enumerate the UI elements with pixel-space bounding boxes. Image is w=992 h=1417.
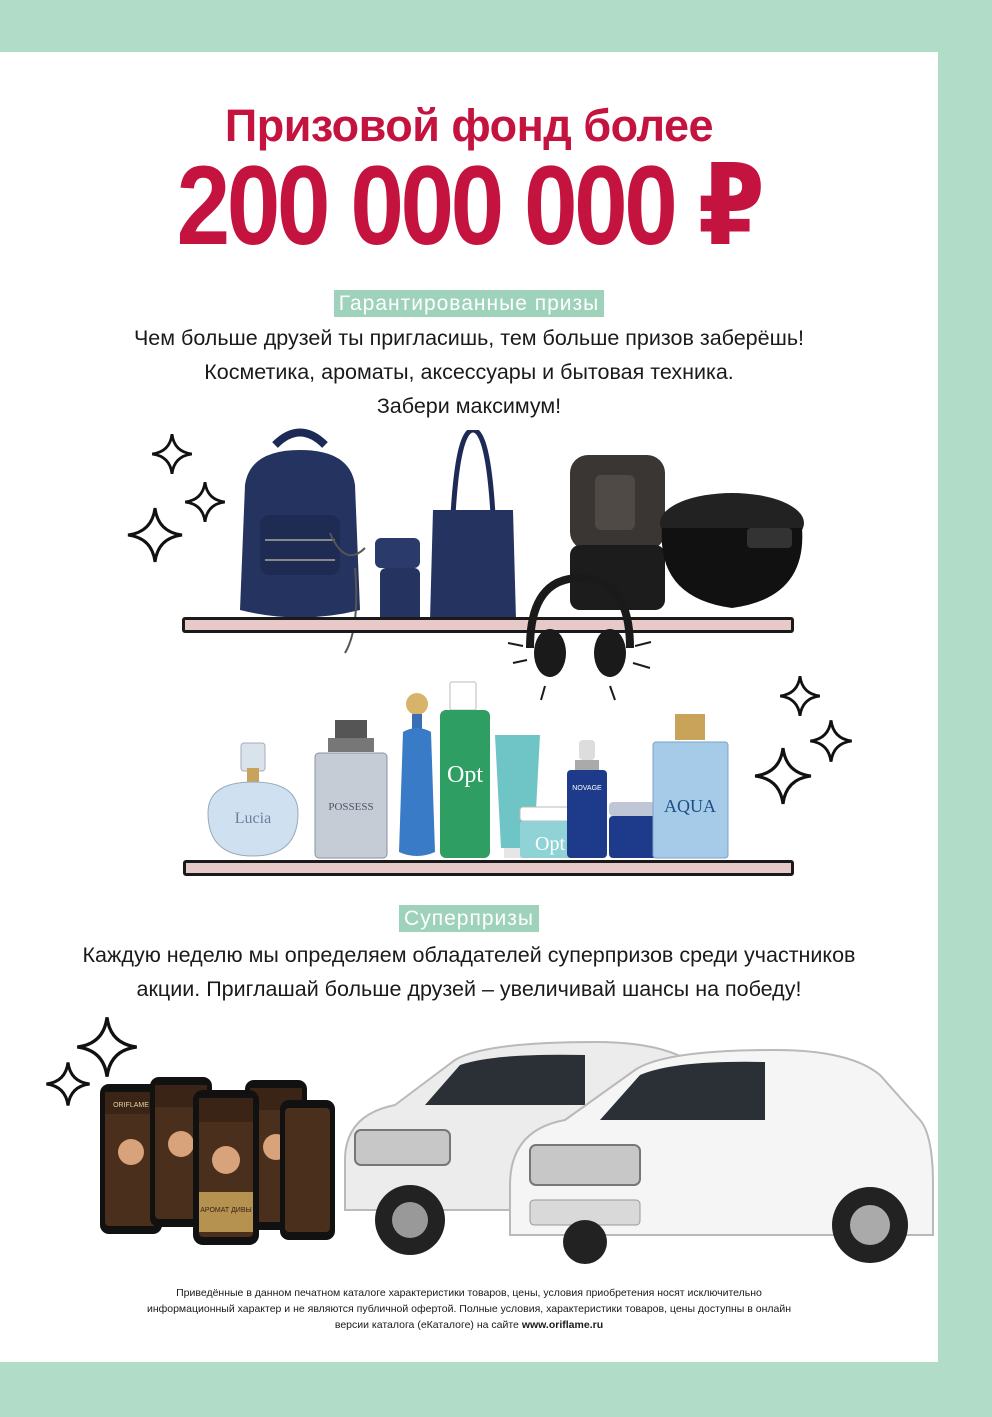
disclaimer-line-2: информационный характер и не являются публичной офертой. Полные условия, характеристики товаров, цены доступны в онлайн <box>146 1303 792 1315</box>
guaranteed-text <box>0 321 938 423</box>
superprizes-tag: Суперпризы <box>399 905 539 932</box>
site-link[interactable]: www.oriflame.ru <box>521 1319 604 1331</box>
novage-label: NOVAGE <box>572 785 602 792</box>
sparkle-icon <box>125 505 185 565</box>
novage-serum-image <box>562 738 612 860</box>
sparkle-icon <box>752 745 814 807</box>
sparkle-icon <box>778 674 822 718</box>
sparkle-icon <box>44 1060 92 1108</box>
prize-amount: 200 000 000 ₽ <box>176 143 762 268</box>
blue-perfume-image <box>395 692 440 860</box>
smartphones-image <box>95 1072 340 1247</box>
possess-perfume-image <box>310 718 392 860</box>
guaranteed-line-2: Косметика, ароматы, аксессуары и бытовая техника. <box>204 360 734 384</box>
guaranteed-tag-row <box>0 290 938 317</box>
superprizes-line-2: акции. Приглашай больше друзей – увеличивай шансы на победу! <box>136 977 802 1001</box>
prize-headline: Призовой фонд более <box>224 100 714 151</box>
lucia-perfume-image <box>203 738 303 860</box>
sparkle-icon <box>183 480 227 524</box>
headphones-image <box>505 568 655 703</box>
phone-title-label: АРОМАТ ДИВЫ <box>200 1207 252 1214</box>
guaranteed-line-1: Чем больше друзей ты пригласишь, тем больше призов заберёшь! <box>133 326 805 350</box>
aqua-label: AQUA <box>664 796 716 816</box>
lucia-label: Lucia <box>234 810 272 827</box>
disclaimer-line-3 <box>0 1317 938 1333</box>
superprizes-line-1: Каждую неделю мы определяем обладателей суперпризов среди участников <box>82 943 856 967</box>
top-shelf <box>182 617 794 633</box>
frame-bottom <box>0 1362 992 1417</box>
sparkle-icon <box>808 718 854 764</box>
superprizes-tag-row <box>0 905 938 932</box>
possess-label: POSSESS <box>328 801 374 813</box>
frame-right <box>938 0 992 1417</box>
disclaimer-line-3-prefix: версии каталога (еКаталоге) на сайте <box>334 1319 519 1331</box>
waist-bag-image <box>325 528 425 658</box>
disclaimer <box>0 1285 938 1333</box>
aqua-perfume-image <box>648 712 733 860</box>
sparkle-icon <box>150 432 194 476</box>
opt-label: Opt <box>447 762 483 788</box>
multicooker-image <box>652 488 812 613</box>
phone-brand-label: ORIFLAME <box>113 1102 149 1109</box>
guaranteed-tag: Гарантированные призы <box>334 290 604 317</box>
disclaimer-line-1: Приведённые в данном печатном каталоге характеристики товаров, цены, условия приобретения носят исключительно <box>176 1287 762 1299</box>
cars-image <box>335 1020 935 1265</box>
guaranteed-line-3: Забери максимум! <box>376 394 562 418</box>
bottom-shelf <box>183 860 794 876</box>
frame-top <box>0 0 992 52</box>
opt-jar-label: Opt <box>535 833 565 855</box>
opt-bottle-image <box>435 680 495 860</box>
superprizes-text <box>0 938 938 1006</box>
